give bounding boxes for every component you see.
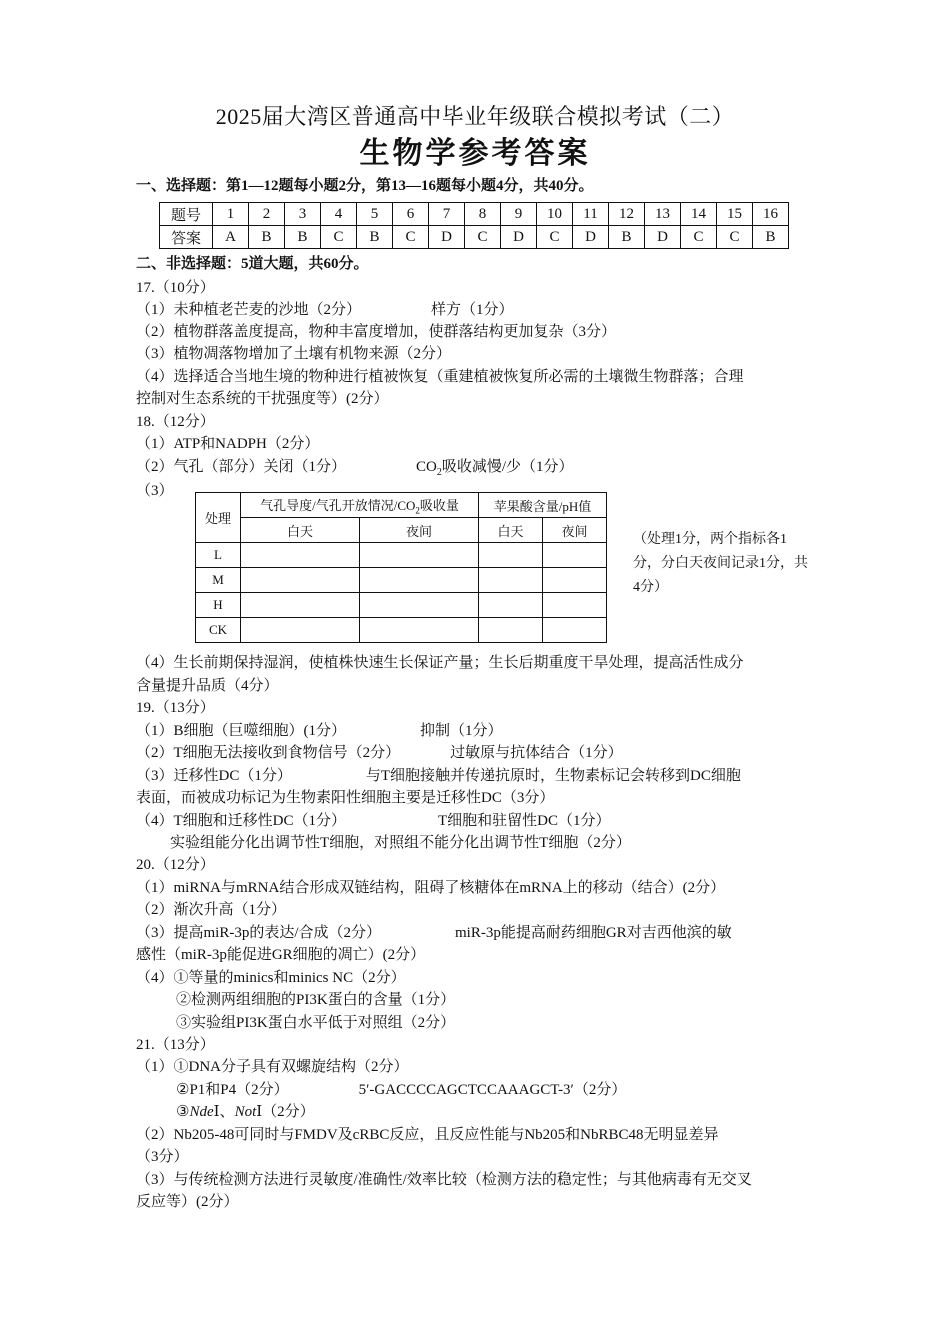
question-number: 10	[537, 203, 573, 226]
empty-cell	[543, 593, 607, 618]
enzyme-not: Not	[234, 1104, 257, 1120]
q20-3-answer-b: miR-3p能提高耐药细胞GR对吉西他滨的敏	[455, 925, 732, 941]
table-row	[196, 618, 607, 643]
answer-cell: B	[609, 226, 645, 249]
empty-cell	[543, 568, 607, 593]
question-number: 14	[681, 203, 717, 226]
question-number: 7	[429, 203, 465, 226]
q17-1-answer-a: （1）未种植老芒麦的沙地（2分）	[136, 302, 362, 318]
empty-cell	[479, 568, 543, 593]
section2-heading: 二、非选择题：5道大题，共60分。	[136, 256, 369, 272]
empty-cell	[479, 618, 543, 643]
answer-cell: D	[429, 226, 465, 249]
answer-cell: D	[645, 226, 681, 249]
question-number: 3	[285, 203, 321, 226]
stomata-label-sub: 2	[415, 505, 420, 516]
stomata-label-pre: 气孔导度/气孔开放情况/CO	[260, 497, 416, 513]
q21-1-answer-b: ②P1和P4（2分）	[176, 1082, 289, 1098]
q21-line3b: 反应等）(2分）	[136, 1194, 239, 1210]
q17-line1	[136, 299, 514, 321]
exam-title: 2025届大湾区普通高中毕业年级联合模拟考试（二）	[215, 104, 735, 129]
q21-1d-post: Ⅰ（2分）	[256, 1104, 315, 1120]
q19-line4c: 实验组能分化出调节性T细胞，对照组不能分化出调节性T细胞（2分）	[170, 835, 631, 851]
q19-line4	[136, 810, 611, 832]
q19-2-answer-b: 过敏原与抗体结合（1分）	[450, 745, 623, 761]
q21-line2b: （3分）	[136, 1149, 189, 1165]
q19-4-answer-b: T细胞和驻留性DC（1分）	[438, 813, 611, 829]
question-number: 12	[609, 203, 645, 226]
answer-cell: B	[249, 226, 285, 249]
q19-2-answer-a: （2）T细胞无法接收到食物信号（2分）	[136, 745, 401, 761]
scoring-note: （处理1分，两个指标各1分，分白天夜间记录1分，共4分）	[633, 532, 808, 595]
q20-line3c: 感性（miR-3p能促进GR细胞的凋亡）(2分）	[136, 947, 426, 963]
treatment-label: CK	[196, 618, 241, 643]
empty-cell	[360, 593, 479, 618]
question-number: 2	[249, 203, 285, 226]
q19-line2	[136, 742, 623, 764]
empty-cell	[479, 543, 543, 568]
answer-cell: B	[285, 226, 321, 249]
q20-line4a: （4）①等量的minics和minics NC（2分）	[136, 970, 406, 986]
q19-line3	[136, 765, 741, 787]
q20-line4c: ③实验组PI3K蛋白水平低于对照组（2分）	[176, 1015, 456, 1031]
q18-heading: 18.（12分）	[136, 414, 215, 430]
q20-line3	[136, 922, 732, 944]
answer-cell: D	[501, 226, 537, 249]
question-number: 9	[501, 203, 537, 226]
answer-cell: C	[681, 226, 717, 249]
q20-heading: 20.（12分）	[136, 857, 215, 873]
answer-cell: D	[573, 226, 609, 249]
stomata-label-post: 吸收量	[419, 497, 459, 513]
q19-heading: 19.（13分）	[136, 700, 215, 716]
q21-1-answer-c: 5′-GACCCCAGCTCCAAAGCT-3′（2分）	[358, 1082, 627, 1098]
table-col-malic-acid: 苹果酸含量/pH值	[479, 493, 607, 518]
empty-cell	[479, 593, 543, 618]
q21-1d-mid: Ⅰ、	[213, 1104, 235, 1120]
table-day-2: 白天	[479, 518, 543, 543]
q17-line4a: （4）选择适合当地生境的物种进行植被恢复（重建植被恢复所必需的土壤微生物群落；合理	[136, 369, 744, 385]
q17-heading: 17.（10分）	[136, 280, 215, 296]
answer-cell: C	[537, 226, 573, 249]
choice-answer-table	[159, 202, 789, 249]
answer-cell: C	[393, 226, 429, 249]
q19-line3c: 表面，而被成功标记为生物素阳性细胞主要是迁移性DC（3分）	[136, 790, 555, 806]
q19-4-answer-a: （4）T细胞和迁移性DC（1分）	[136, 813, 347, 829]
empty-cell	[241, 618, 360, 643]
answer-cell: C	[321, 226, 357, 249]
q18-2-answer-b-post: 吸收减慢/少（1分）	[441, 459, 574, 475]
question-number: 16	[753, 203, 789, 226]
treatment-label: M	[196, 568, 241, 593]
q19-1-answer-b: 抑制（1分）	[420, 723, 503, 739]
q20-3-answer-a: （3）提高miR-3p的表达/合成（2分）	[136, 925, 382, 941]
empty-cell	[241, 593, 360, 618]
q18-2-answer-b-sub: 2	[436, 467, 442, 478]
answer-cell: C	[465, 226, 501, 249]
row-label-number: 题号	[160, 203, 213, 226]
q20-line1: （1）miRNA与mRNA结合形成双链结构，阻碍了核糖体在mRNA上的移动（结合）(2分）	[136, 880, 726, 896]
q21-line1d	[176, 1101, 315, 1123]
empty-cell	[241, 543, 360, 568]
empty-cell	[543, 543, 607, 568]
question-number: 13	[645, 203, 681, 226]
section1-heading: 一、选择题：第1—12题每小题2分，第13—16题每小题4分，共40分。	[136, 178, 594, 194]
table-night-1: 夜间	[360, 518, 479, 543]
question-number: 11	[573, 203, 609, 226]
q21-heading: 21.（13分）	[136, 1037, 215, 1053]
table-col-stomata	[241, 493, 479, 518]
answer-cell: A	[213, 226, 249, 249]
treatment-label: L	[196, 543, 241, 568]
q19-1-answer-a: （1）B细胞（巨噬细胞）(1分）	[136, 723, 347, 739]
answer-cell: B	[357, 226, 393, 249]
question-number: 4	[321, 203, 357, 226]
q17-line4b: 控制对生态系统的干扰强度等）(2分）	[136, 391, 389, 407]
table-night-2: 夜间	[543, 518, 607, 543]
experiment-record-table	[195, 492, 607, 643]
q17-line2: （2）植物群落盖度提高，物种丰富度增加，使群落结构更加复杂（3分）	[136, 324, 617, 340]
q18-line4a: （4）生长前期保持湿润，使植株快速生长保证产量；生长后期重度干旱处理，提高活性成分	[136, 655, 744, 671]
q17-1-answer-b: 样方（1分）	[431, 302, 514, 318]
empty-cell	[241, 568, 360, 593]
table-row	[196, 593, 607, 618]
q21-line1b	[176, 1079, 626, 1101]
answer-cell: C	[717, 226, 753, 249]
q18-line2	[136, 456, 574, 484]
row-label-answer: 答案	[160, 226, 213, 249]
empty-cell	[360, 543, 479, 568]
table-day-1: 白天	[241, 518, 360, 543]
q21-1d-pre: ③	[176, 1104, 190, 1120]
answer-cell: B	[753, 226, 789, 249]
q18-line3-label: （3）	[136, 483, 174, 499]
q19-3-answer-a: （3）迁移性DC（1分）	[136, 768, 292, 784]
question-number: 6	[393, 203, 429, 226]
question-number: 1	[213, 203, 249, 226]
treatment-label: H	[196, 593, 241, 618]
q19-3-answer-b: 与T细胞接触并传递抗原时，生物素标记会转移到DC细胞	[365, 768, 741, 784]
q20-line4b: ②检测两组细胞的PI3K蛋白的含量（1分）	[176, 992, 456, 1008]
q18-2-answer-a: （2）气孔（部分）关闭（1分）	[136, 459, 347, 475]
q19-line1	[136, 720, 503, 742]
question-number: 5	[357, 203, 393, 226]
q21-line1a: （1）①DNA分子具有双螺旋结构（2分）	[136, 1059, 409, 1075]
table-row	[196, 568, 607, 593]
q18-2-answer-b-pre: CO	[416, 459, 437, 475]
q21-line2a: （2）Nb205-48可同时与FMDV及cRBC反应，且反应性能与Nb205和NbRBC48无明显差异	[136, 1127, 719, 1143]
q21-line3a: （3）与传统检测方法进行灵敏度/准确性/效率比较（检测方法的稳定性；与其他病毒有无交叉	[136, 1172, 752, 1188]
table-col-treatment: 处理	[196, 493, 241, 543]
question-number: 15	[717, 203, 753, 226]
empty-cell	[360, 568, 479, 593]
question-number: 8	[465, 203, 501, 226]
answer-subtitle: 生物学参考答案	[359, 137, 591, 170]
q18-line4b: 含量提升品质（4分）	[136, 678, 279, 694]
question-number-row	[160, 203, 789, 226]
q17-line3: （3）植物凋落物增加了土壤有机物来源（2分）	[136, 346, 452, 362]
empty-cell	[360, 618, 479, 643]
enzyme-nde: Nde	[189, 1104, 214, 1120]
empty-cell	[543, 618, 607, 643]
answer-row	[160, 226, 789, 249]
q18-line1: （1）ATP和NADPH（2分）	[136, 436, 320, 452]
q20-line2: （2）渐次升高（1分）	[136, 902, 287, 918]
table-row	[196, 543, 607, 568]
